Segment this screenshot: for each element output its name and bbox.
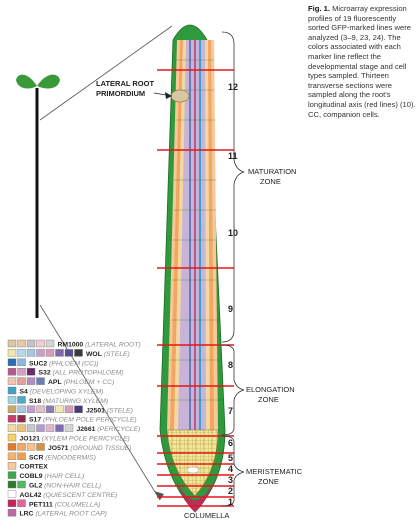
section-number-labels: [228, 82, 238, 507]
legend-row: [8, 500, 100, 509]
legend-swatch: [8, 481, 16, 488]
legend-marker-name: WOL: [86, 350, 102, 358]
caption-figure-label: Fig. 1.: [308, 4, 330, 13]
legend-swatch: [8, 472, 16, 479]
columella-label: COLUMELLA: [184, 511, 230, 520]
legend-label: [20, 511, 107, 518]
legend-label: [20, 492, 118, 499]
legend-marker-description: (GROUND TISSUE): [68, 444, 132, 452]
legend-row: [8, 406, 133, 415]
legend-marker-name: S18: [29, 397, 42, 405]
legend-marker-name: S17: [29, 416, 42, 424]
section-label-3: 3: [228, 475, 234, 485]
legend-swatch: [27, 425, 35, 432]
legend-swatch: [18, 453, 26, 460]
figure-caption: [308, 4, 416, 119]
legend-marker-name: SCR: [29, 454, 44, 462]
legend-swatch: [8, 443, 16, 450]
legend-swatch: [56, 349, 64, 356]
legend-swatch: [18, 349, 26, 356]
legend-swatch: [65, 425, 73, 432]
legend-swatch: [18, 415, 26, 422]
maturation-zone-label-1: MATURATION: [248, 167, 297, 176]
legend-swatch: [8, 509, 16, 516]
legend-swatch: [8, 387, 16, 394]
legend-swatch: [8, 368, 16, 375]
section-label-8: 8: [228, 360, 234, 370]
legend-swatch: [75, 406, 83, 413]
lateral-root-label-2: PRIMORDIUM: [96, 89, 146, 98]
legend-swatch: [56, 425, 64, 432]
legend-swatch: [8, 396, 16, 403]
legend-swatch: [37, 378, 45, 385]
legend-marker-description: (QUIESCENT CENTRE): [41, 491, 118, 499]
legend-label: [48, 379, 114, 386]
section-label-7: 7: [228, 406, 234, 416]
legend-swatch: [8, 415, 16, 422]
legend-marker-name: RM1000: [57, 341, 84, 349]
legend-swatch: [18, 396, 26, 403]
legend-label: [29, 501, 100, 508]
legend-swatch: [8, 359, 16, 366]
legend-swatch: [18, 359, 26, 366]
legend-label: [29, 454, 96, 461]
legend-swatch: [18, 481, 26, 488]
legend-swatch: [8, 434, 16, 441]
legend-swatch: [18, 443, 26, 450]
section-label-11: 11: [228, 151, 238, 161]
section-label-9: 9: [228, 304, 234, 314]
legend-label: [20, 436, 130, 443]
legend-marker-description: (PHLOEM + CC): [61, 379, 115, 387]
legend-label: [48, 445, 131, 452]
legend-row: [8, 481, 101, 490]
legend-swatch: [46, 349, 54, 356]
legend-marker-name: AGL42: [19, 491, 42, 499]
legend-marker-description: (MATURING XYLEM): [41, 397, 109, 405]
legend-marker-description: (STELE): [101, 350, 130, 358]
elongation-zone-label-2: ZONE: [258, 395, 279, 404]
legend-swatch: [27, 340, 35, 347]
legend-marker-name: S32: [38, 369, 51, 377]
legend-marker-description: (LATERAL ROOT CAP): [33, 510, 107, 518]
marker-legend: [8, 340, 141, 518]
legend-label: [29, 360, 99, 367]
legend-swatch: [27, 349, 35, 356]
legend-label: [86, 351, 130, 358]
legend-marker-name: J2501: [86, 407, 105, 415]
legend-swatch: [37, 425, 45, 432]
legend-marker-description: (PHLOEM POLE PERICYCLE): [41, 416, 137, 424]
legend-swatch: [27, 406, 35, 413]
legend-marker-description: (PHLOEM (CC)): [47, 360, 99, 368]
legend-swatch: [46, 425, 54, 432]
legend-row: [8, 340, 141, 349]
legend-marker-description: (LATERAL ROOT): [83, 341, 141, 349]
caption-text: Microarray expression profiles of 19 fluorescently sorted GFP-marked lines were analyzed (3–9, 23, 24). The colors associated with each marker line reflect the developmental stage and cell types sampled. Thirteen transverse sections were sampled along the root's longitudinal axis (red lines) (10). CC, companion cells.: [308, 4, 416, 119]
legend-row: [8, 359, 99, 368]
legend-marker-name: COBL9: [19, 473, 43, 481]
legend-label: [29, 483, 101, 490]
legend-marker-description: (PERICYCLE): [95, 426, 141, 434]
section-label-4: 4: [228, 464, 234, 474]
legend-row: [8, 472, 84, 481]
legend-swatch: [8, 425, 16, 432]
legend-row: [8, 368, 124, 377]
legend-swatch: [18, 368, 26, 375]
legend-row: [8, 396, 108, 405]
legend-label: [39, 370, 124, 377]
legend-swatch: [8, 349, 16, 356]
legend-marker-name: JO571: [48, 444, 69, 452]
legend-marker-description: (NON-HAIR CELL): [42, 482, 102, 490]
section-label-2: 2: [228, 486, 234, 496]
legend-swatch: [46, 340, 54, 347]
legend-swatch: [8, 462, 16, 469]
legend-swatch: [8, 378, 16, 385]
legend-marker-name: J2661: [76, 426, 96, 434]
legend-marker-name: PET111: [29, 501, 53, 509]
legend-swatch: [37, 406, 45, 413]
legend-swatch: [56, 406, 64, 413]
legend-marker-description: (ALL PROTOPHLOEM): [50, 369, 124, 377]
legend-swatch: [8, 490, 16, 497]
legend-marker-name: LRC: [19, 510, 34, 518]
legend-swatch: [18, 425, 26, 432]
legend-swatch: [8, 406, 16, 413]
legend-swatch: [18, 406, 26, 413]
legend-marker-name: GL2: [29, 482, 43, 490]
legend-marker-name: APL: [48, 379, 62, 387]
legend-swatch: [37, 443, 45, 450]
legend-row: [8, 415, 137, 424]
legend-swatch: [27, 443, 35, 450]
elongation-zone-label-1: ELONGATION: [246, 385, 295, 394]
zone-brackets: [222, 32, 244, 506]
legend-swatch: [27, 368, 35, 375]
legend-marker-name: JO121: [19, 435, 40, 443]
section-label-5: 5: [228, 453, 234, 463]
legend-row: [8, 462, 48, 471]
legend-swatch: [65, 349, 73, 356]
legend-marker-description: (HAIR CELL): [42, 473, 85, 481]
legend-label: [29, 398, 108, 405]
legend-swatch: [18, 378, 26, 385]
legend-marker-name: S4: [19, 388, 28, 396]
section-label-12: 12: [228, 82, 239, 92]
legend-row: [8, 434, 130, 443]
section-label-1: 1: [228, 497, 234, 507]
legend-swatch: [46, 406, 54, 413]
legend-row: [8, 349, 130, 358]
legend-marker-name: CORTEX: [19, 463, 48, 471]
legend-label: [20, 464, 49, 471]
seedling-illustration: [16, 75, 60, 318]
legend-marker-description: (COLUMELLA): [52, 501, 101, 509]
legend-marker-description: (XYLEM POLE PERICYCLE): [39, 435, 130, 443]
legend-swatch: [8, 500, 16, 507]
maturation-zone-label-2: ZONE: [260, 177, 281, 186]
legend-marker-description: (ENDODERMIS): [43, 454, 96, 462]
legend-label: [86, 407, 133, 414]
legend-label: [29, 417, 137, 424]
legend-swatch: [8, 340, 16, 347]
legend-row: [8, 509, 107, 518]
legend-row: [8, 387, 103, 396]
legend-swatch: [18, 500, 26, 507]
legend-label: [20, 473, 85, 480]
legend-row: [8, 378, 114, 387]
legend-swatch: [18, 340, 26, 347]
legend-swatch: [37, 349, 45, 356]
legend-swatch: [75, 349, 83, 356]
legend-row: [8, 490, 117, 499]
meristematic-zone-label-2: ZONE: [258, 477, 279, 486]
lateral-root-pointer: [154, 92, 172, 99]
section-label-10: 10: [228, 228, 239, 238]
legend-marker-description: (STELE): [104, 407, 133, 415]
legend-label: [58, 342, 141, 349]
section-label-6: 6: [228, 438, 234, 448]
legend-row: [8, 453, 96, 462]
legend-swatch: [37, 340, 45, 347]
legend-row: [8, 425, 140, 434]
legend-marker-name: SUC2: [29, 360, 48, 368]
legend-label: [77, 426, 141, 433]
legend-swatch: [27, 378, 35, 385]
lateral-root-label-1: LATERAL ROOT: [96, 79, 155, 88]
legend-marker-description: (DEVELOPING XYLEM): [27, 388, 104, 396]
meristematic-zone-label-1: MERISTEMATIC: [246, 467, 303, 476]
legend-row: [8, 443, 131, 452]
legend-label: [20, 389, 104, 396]
legend-swatch: [65, 406, 73, 413]
legend-swatch: [8, 453, 16, 460]
